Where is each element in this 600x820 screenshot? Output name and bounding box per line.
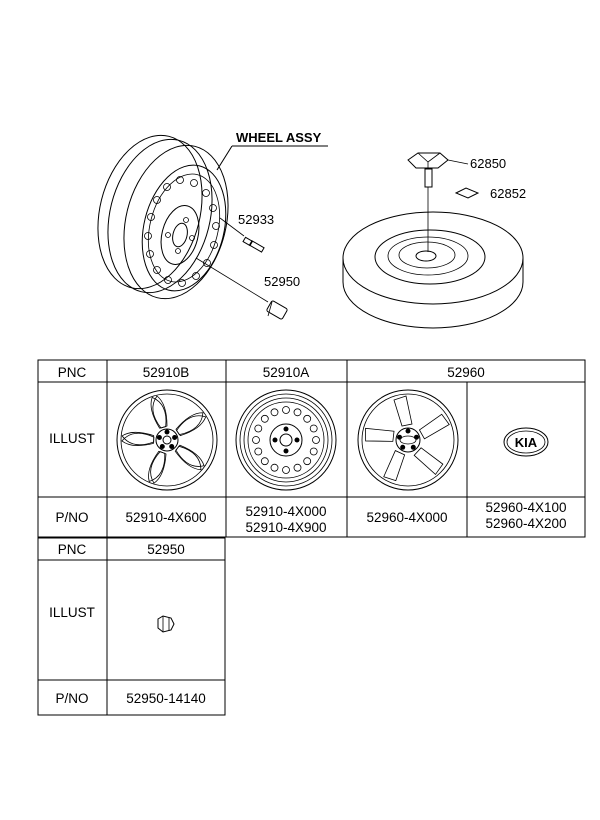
callout-62852: 62852 xyxy=(490,186,527,201)
table2-pnc-label: PNC xyxy=(57,542,87,557)
table1-pno-52960-4x100: 52960-4X100 xyxy=(485,500,567,515)
spare-tire-drawing xyxy=(343,212,523,328)
steel-wheel-icon xyxy=(236,390,336,490)
table1-pno-52960-4x200: 52960-4X200 xyxy=(485,516,567,531)
table1-pnc-label: PNC xyxy=(57,365,87,380)
lug-nut-drawing xyxy=(266,300,288,319)
table1-illust-label: ILLUST xyxy=(49,431,95,446)
table2-illust-label: ILLUST xyxy=(49,605,95,620)
table1-pno-52910-4x900: 52910-4X900 xyxy=(245,520,327,535)
table2-pno-52950-14140: 52950-14140 xyxy=(126,691,206,706)
kia-emblem-icon xyxy=(504,428,548,456)
table1-pnc-52910b: 52910B xyxy=(142,365,190,380)
callout-52933: 52933 xyxy=(238,212,275,227)
table1-pno-label: P/NO xyxy=(55,510,89,525)
alloy-wheel-icon xyxy=(117,390,217,490)
lug-nut-icon xyxy=(158,616,174,632)
table1-pnc-52960: 52960 xyxy=(447,365,485,380)
table1-pno-52910-4x600: 52910-4X600 xyxy=(125,510,207,525)
parts-table-2 xyxy=(38,538,225,715)
leader-62850 xyxy=(448,160,468,164)
table1-pnc-52910a: 52910A xyxy=(262,365,310,380)
spare-tire-clamp-drawing xyxy=(408,153,448,252)
valve-stem-drawing xyxy=(243,237,264,252)
steel-wheel-drawing xyxy=(83,124,244,310)
diamond-62852 xyxy=(456,188,478,198)
wheel-assy-title: WHEEL ASSY xyxy=(236,130,322,145)
table1-pno-52960-4x000: 52960-4X000 xyxy=(366,510,448,525)
wheel-cover-icon xyxy=(358,390,458,490)
leader-52950 xyxy=(196,258,268,302)
table2-pnc-52950: 52950 xyxy=(147,542,185,557)
table1-pno-52910-4x000: 52910-4X000 xyxy=(245,504,327,519)
callout-62850: 62850 xyxy=(470,156,507,171)
kia-emblem-text: KIA xyxy=(514,435,538,450)
table2-pno-label: P/NO xyxy=(55,691,89,706)
callout-52950: 52950 xyxy=(264,274,301,289)
